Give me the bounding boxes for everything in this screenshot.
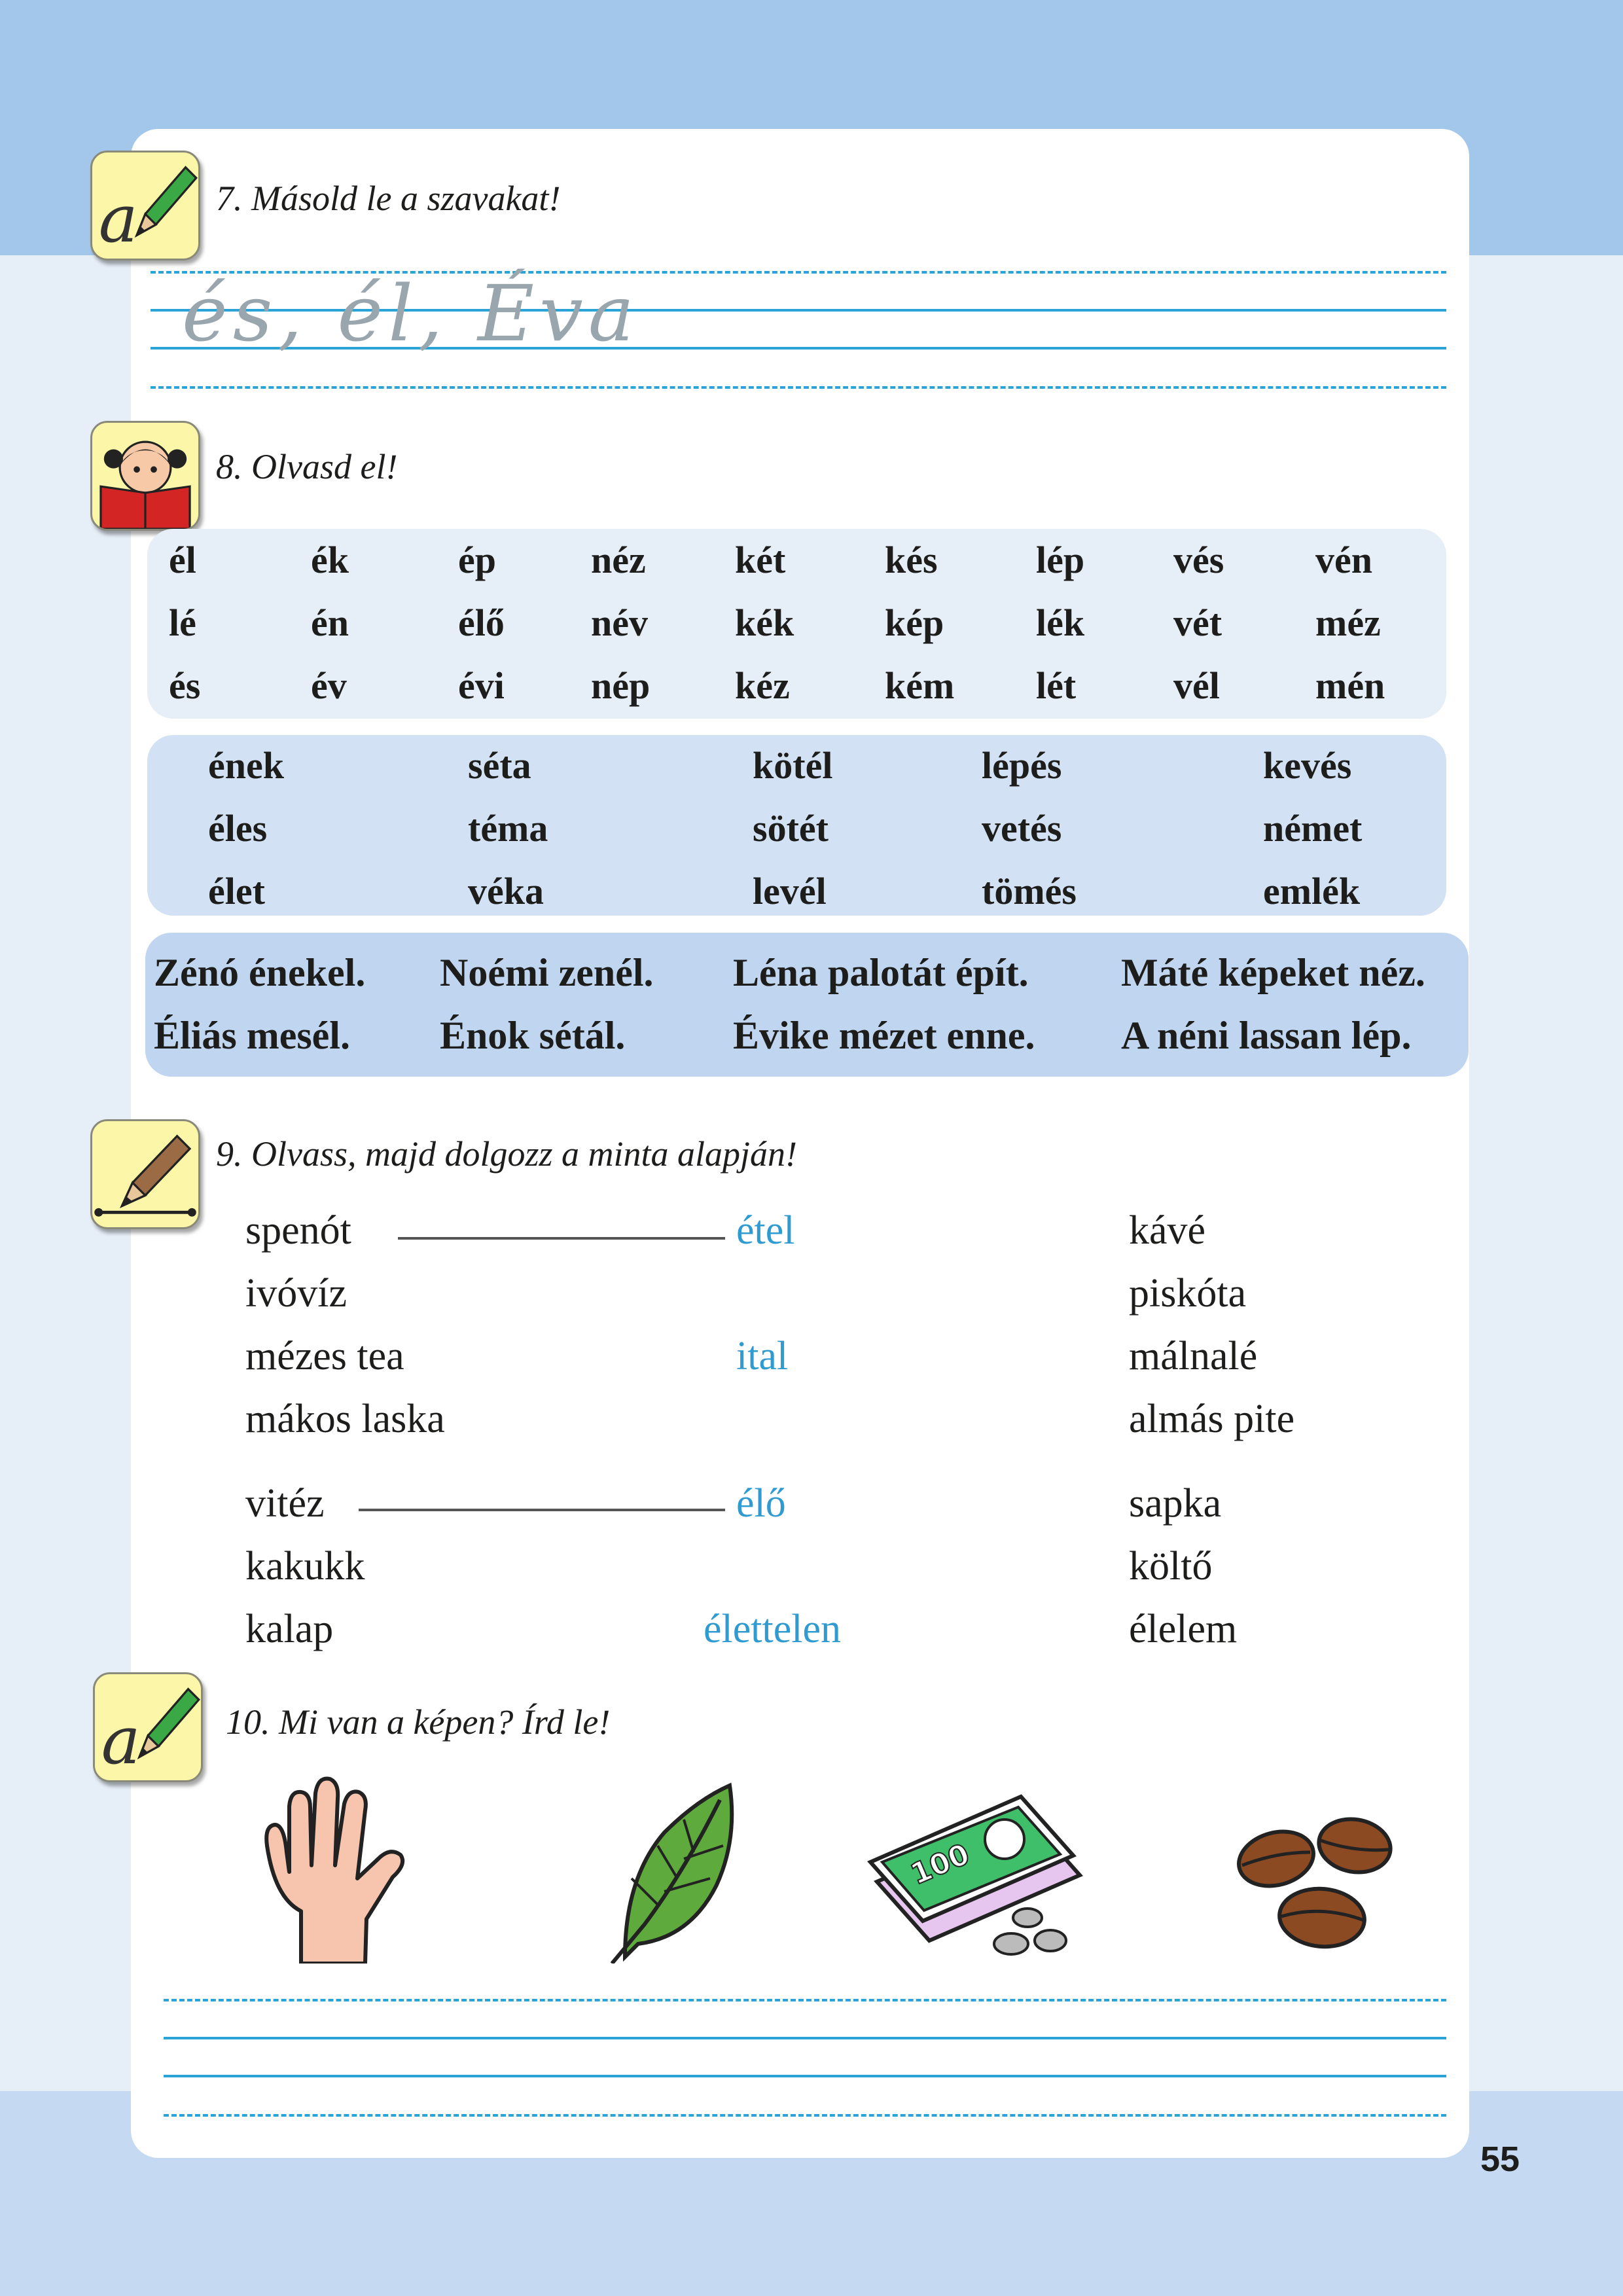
syllable: kép xyxy=(885,601,944,644)
task-10-title: 10. Mi van a képen? Írd le! xyxy=(226,1702,611,1742)
right-word: kávé xyxy=(1129,1208,1206,1253)
syllable: név xyxy=(591,601,648,644)
syllable: élő xyxy=(458,601,505,644)
word: levél xyxy=(753,870,827,912)
right-word: málnalé xyxy=(1129,1334,1258,1378)
syllable: vél xyxy=(1173,664,1220,707)
sentence: Éliás mesél. xyxy=(154,1014,350,1057)
left-word: kakukk xyxy=(245,1544,365,1588)
word: téma xyxy=(468,807,548,850)
word: éles xyxy=(208,807,268,850)
syllable: kém xyxy=(885,664,955,707)
syllable: mén xyxy=(1315,664,1385,707)
syllable: én xyxy=(311,601,349,644)
syllable: év xyxy=(311,664,347,707)
pencil-letter-icon xyxy=(93,1672,203,1782)
syllable: vét xyxy=(1173,601,1222,644)
writing-lines-task-10 xyxy=(164,1996,1446,2121)
svg-text:a: a xyxy=(98,181,138,258)
leaf-picture xyxy=(586,1780,736,1964)
category-label: ital xyxy=(736,1334,789,1378)
connecting-line xyxy=(398,1237,725,1240)
sentence: Zénó énekel. xyxy=(154,951,366,994)
right-word: almás pite xyxy=(1129,1397,1295,1441)
connecting-line xyxy=(359,1509,725,1511)
word: emlék xyxy=(1263,870,1361,912)
cursive-sample: és, él, Éva xyxy=(182,268,640,359)
word: kevés xyxy=(1263,744,1352,787)
word: séta xyxy=(468,744,531,787)
syllable: él xyxy=(169,539,196,581)
syllable: lék xyxy=(1036,601,1085,644)
girl-reading-book-icon xyxy=(90,421,200,531)
left-word: ivóvíz xyxy=(245,1271,347,1316)
word: német xyxy=(1263,807,1363,850)
left-word: kalap xyxy=(245,1607,334,1651)
syllable: lép xyxy=(1036,539,1085,581)
word: vetés xyxy=(982,807,1062,850)
category-label: étel xyxy=(736,1208,795,1253)
pencil-writing-icon xyxy=(90,1119,200,1229)
left-word: spenót xyxy=(245,1208,351,1253)
syllable: és xyxy=(169,664,201,707)
left-word: mákos laska xyxy=(245,1397,445,1441)
word: ének xyxy=(208,744,284,787)
task-9-title: 9. Olvass, majd dolgozz a minta alapján! xyxy=(216,1134,798,1174)
syllable: ék xyxy=(311,539,349,581)
syllable: nép xyxy=(591,664,651,707)
right-word: piskóta xyxy=(1129,1271,1247,1316)
sentence: Énok sétál. xyxy=(440,1014,626,1057)
syllable: méz xyxy=(1315,601,1381,644)
left-word: mézes tea xyxy=(245,1334,404,1378)
money-picture xyxy=(864,1777,1093,1967)
word: kötél xyxy=(753,744,833,787)
category-label: élettelen xyxy=(704,1607,841,1651)
syllable: kéz xyxy=(735,664,790,707)
syllable: kék xyxy=(735,601,794,644)
syllable: kés xyxy=(885,539,938,581)
sentence: A néni lassan lép. xyxy=(1121,1014,1412,1057)
pencil-letter-icon xyxy=(90,151,200,260)
coffee-beans-picture xyxy=(1230,1806,1400,1957)
sentence: Évike mézet enne. xyxy=(733,1014,1035,1057)
task-7-title: 7. Másold le a szavakat! xyxy=(216,179,561,218)
page-number: 55 xyxy=(1480,2140,1520,2179)
word: élet xyxy=(208,870,265,912)
word: tömés xyxy=(982,870,1077,912)
syllable: évi xyxy=(458,664,505,707)
word: sötét xyxy=(753,807,829,850)
svg-text:100: 100 xyxy=(906,1837,974,1892)
syllable: vés xyxy=(1173,539,1224,581)
right-word: élelem xyxy=(1129,1607,1238,1651)
sentence: Noémi zenél. xyxy=(440,951,654,994)
syllable: lét xyxy=(1036,664,1077,707)
task-8-title: 8. Olvasd el! xyxy=(216,447,398,486)
category-label: élő xyxy=(736,1481,786,1526)
syllable: néz xyxy=(591,539,646,581)
writing-lines-task-7 xyxy=(151,268,1446,393)
syllable: ép xyxy=(458,539,496,581)
sentence: Léna palotát épít. xyxy=(733,951,1029,994)
sentence: Máté képeket néz. xyxy=(1121,951,1425,994)
left-word: vitéz xyxy=(245,1481,325,1526)
right-word: költő xyxy=(1129,1544,1213,1588)
word: véka xyxy=(468,870,544,912)
word: lépés xyxy=(982,744,1062,787)
svg-text:a: a xyxy=(101,1702,141,1780)
right-word: sapka xyxy=(1129,1481,1222,1526)
syllable: vén xyxy=(1315,539,1372,581)
syllable: két xyxy=(735,539,786,581)
syllable: lé xyxy=(169,601,196,644)
hand-picture xyxy=(255,1767,425,1964)
